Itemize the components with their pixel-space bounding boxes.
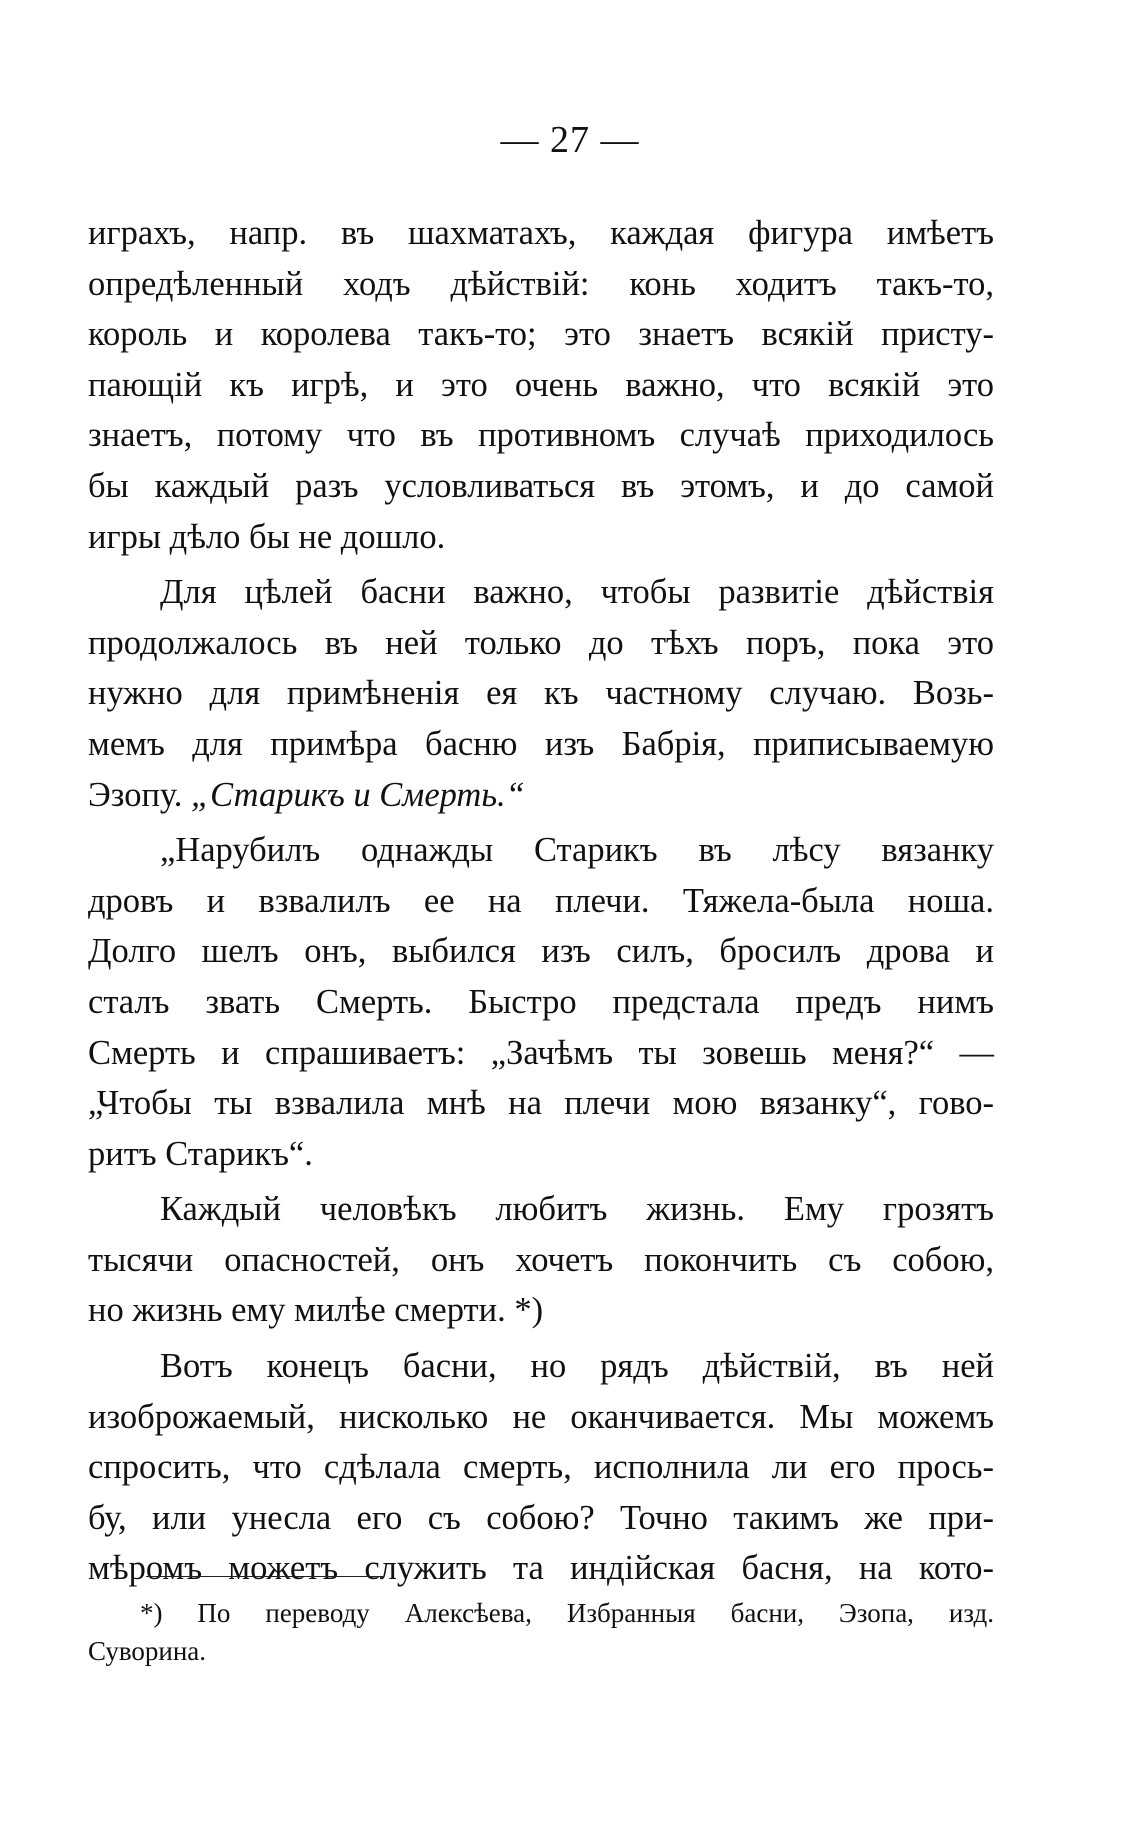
text-line: продолжалось въ ней только до тѣхъ поръ, пока это (88, 623, 994, 662)
page-number: — 27 — (500, 119, 640, 161)
text-line: изоброжаемый, нисколько не оканчивается. Мы можемъ (88, 1397, 994, 1436)
footnote-divider (146, 1576, 384, 1577)
text-line: нужно для примѣненія ея къ частному случаю. Возь- (88, 674, 994, 713)
footnote (88, 1594, 994, 1670)
text-line: опредѣленный ходъ дѣйствій: конь ходитъ такъ-то, (88, 264, 994, 303)
text-line: сталъ звать Смерть. Быстро предстала предъ нимъ (88, 982, 994, 1021)
text-line: „Нарубилъ однажды Старикъ въ лѣсу вязанку (160, 831, 994, 870)
text-line: игры дѣло бы не дошло. (88, 517, 446, 556)
body-text (88, 208, 994, 1594)
text-line: Для цѣлей басни важно, чтобы развитіе дѣйствія (160, 573, 994, 612)
text-line-prefix: Эзопу. (88, 775, 191, 814)
fable-title: „Старикъ и Смерть.“ (190, 775, 525, 814)
text-line: пающій къ игрѣ, и это очень важно, что всякій это (88, 365, 994, 404)
paragraph-2 (88, 567, 994, 820)
footnote-line: *) По переводу Алексѣева, Избранныя басни, Эзопа, изд. (140, 1598, 994, 1628)
text-line: Каждый человѣкъ любитъ жизнь. Ему грозятъ (160, 1190, 994, 1229)
paragraph-3 (88, 825, 994, 1179)
text-line: Долго шелъ онъ, выбился изъ силъ, бросилъ дрова и (88, 932, 994, 971)
text-line: спросить, что сдѣлала смерть, исполнила ли его прось- (88, 1448, 994, 1487)
footnote-line: Суворина. (88, 1636, 207, 1666)
text-line: играхъ, напр. въ шахматахъ, каждая фигура имѣетъ (88, 214, 994, 252)
paragraph-4 (88, 1184, 994, 1336)
text-line: но жизнь ему милѣе смерти. *) (88, 1291, 544, 1330)
text-line: мѣромъ можетъ служить та индійская басня, на кото- (88, 1549, 994, 1588)
text-line: тысячи опасностей, онъ хочетъ покончить съ собою, (88, 1240, 994, 1279)
text-line: король и королева такъ-то; это знаетъ всякій присту- (88, 315, 994, 354)
paragraph-5 (88, 1341, 994, 1594)
text-line: дровъ и взвалилъ ее на плечи. Тяжела-была ноша. (88, 881, 994, 920)
paragraph-1 (88, 208, 994, 562)
text-line: бы каждый разъ условливаться въ этомъ, и до самой (88, 466, 994, 505)
text-line: Смерть и спрашиваетъ: „Зачѣмъ ты зовешь меня?“ — (88, 1033, 994, 1072)
text-line: Вотъ конецъ басни, но рядъ дѣйствій, въ ней (160, 1347, 994, 1386)
text-line: ритъ Старикъ“. (88, 1134, 313, 1173)
text-line (88, 770, 994, 821)
text-line: мемъ для примѣра басню изъ Бабрія, приписываемую (88, 724, 994, 763)
text-line: „Чтобы ты взвалила мнѣ на плечи мою вязанку“, гово- (88, 1084, 994, 1123)
text-line: знаетъ, потому что въ противномъ случаѣ приходилось (88, 416, 994, 455)
text-line: бу, или унесла его съ собою? Точно такимъ же при- (88, 1498, 994, 1537)
